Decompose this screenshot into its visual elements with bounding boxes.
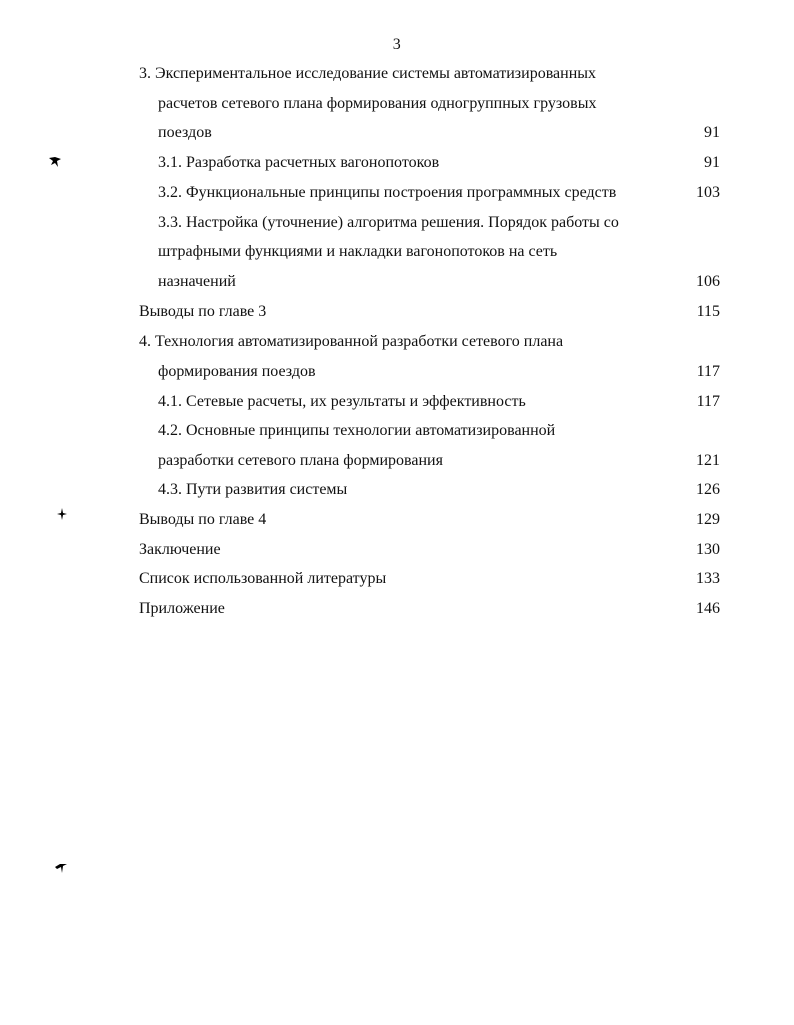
toc-s43-title: 4.3. Пути развития системы [158,481,348,498]
toc-ch4-title-line1: 4. Технология автоматизированной разработки сетевого плана [139,333,564,350]
toc-s32-page: 103 [696,184,720,201]
toc-concl3-page: 115 [696,303,720,320]
toc-s33-title-line3: назначений [158,273,236,290]
toc-concl4-page: 129 [696,511,720,528]
toc-ch4-page: 117 [696,363,720,380]
toc-s41-page: 117 [696,393,720,410]
toc-ch3-title-line1: 3. Экспериментальное исследование системы автоматизированных [139,65,597,82]
toc-s42-title-line2: разработки сетевого плана формирования [158,452,443,469]
toc-s42-title-line1: 4.2. Основные принципы технологии автоматизированной [158,422,556,439]
toc-s33-title-line2: штрафными функциями и накладки вагонопотоков на сеть [158,243,558,260]
toc-s31-page: 91 [704,154,720,171]
toc-appendix-page: 146 [696,600,720,617]
toc-ch3-title-line2: расчетов сетевого плана формирования одногруппных грузовых [158,95,597,112]
toc-ch3-title-line3: поездов [158,124,212,141]
toc-s33-page: 106 [696,273,720,290]
toc-ch4-title-line2: формирования поездов [158,363,316,380]
toc-ch3-page: 91 [704,124,720,141]
toc-concl3-title: Выводы по главе 3 [139,303,267,320]
toc-conclusion-page: 130 [696,541,720,558]
toc-references-title: Список использованной литературы [139,570,387,587]
page-number: 3 [392,36,402,53]
toc-references-page: 133 [696,570,720,587]
toc-appendix-title: Приложение [139,600,225,617]
toc-conclusion-title: Заключение [139,541,221,558]
toc-s43-page: 126 [696,481,720,498]
toc-s42-page: 121 [696,452,720,469]
toc-s41-title: 4.1. Сетевые расчеты, их результаты и эффективность [158,393,526,410]
scan-speck-mark [54,862,68,874]
scan-speck-mark [56,508,68,520]
scan-speck-mark [48,156,62,168]
toc-s32-title: 3.2. Функциональные принципы построения программных средств [158,184,617,201]
toc-s33-title-line1: 3.3. Настройка (уточнение) алгоритма решения. Порядок работы со [158,214,619,231]
toc-concl4-title: Выводы по главе 4 [139,511,267,528]
toc-s31-title: 3.1. Разработка расчетных вагонопотоков [158,154,440,171]
